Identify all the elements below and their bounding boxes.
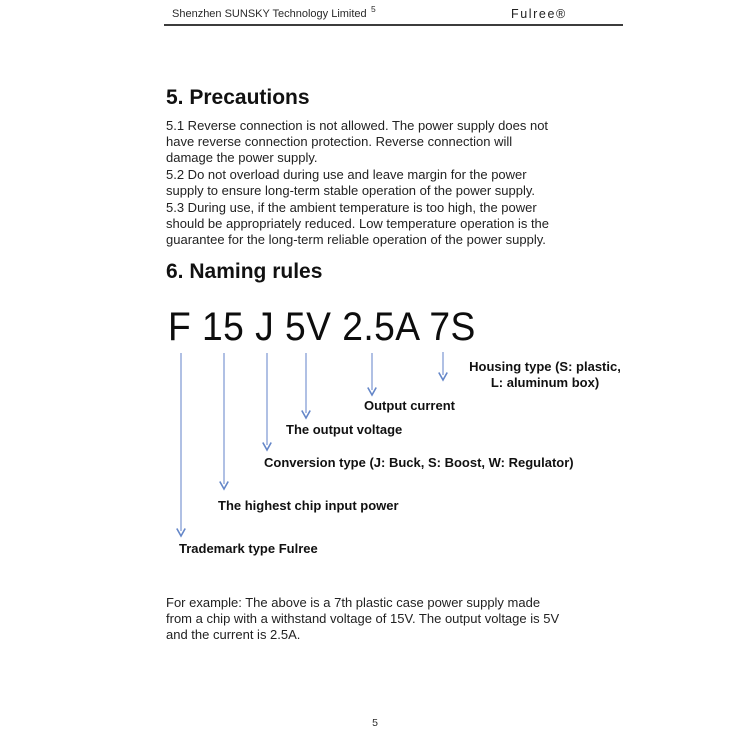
header-brand-name: Fulree® <box>511 7 567 21</box>
header-divider <box>164 24 623 26</box>
header-page-superscript: 5 <box>371 4 376 14</box>
arrow-down-voltage-icon <box>300 353 312 420</box>
arrow-down-trademark-icon <box>175 353 187 538</box>
precaution-paragraph-5-1: 5.1 Reverse connection is not allowed. The power supply does not have reverse connection protection. Reverse connection will damage the power supply. <box>166 118 549 165</box>
arrow-down-current-icon <box>366 353 378 397</box>
label-output-current: Output current <box>364 398 455 413</box>
label-housing-type: Housing type (S: plastic, L: aluminum box) <box>469 359 621 390</box>
precaution-paragraph-5-3: 5.3 During use, if the ambient temperature is too high, the power should be appropriately reduced. Low temperature operation is the guarantee for the long-term reliable operation of the power supply. <box>166 200 550 247</box>
precaution-paragraph-5-2: 5.2 Do not overload during use and leave margin for the power supply to ensure long-term stable operation of the power supply. <box>166 167 536 198</box>
arrow-down-housing-icon <box>437 352 449 382</box>
model-code-text: F 15 J 5V 2.5A 7S <box>168 305 476 349</box>
arrow-down-conversion-icon <box>261 353 273 452</box>
example-paragraph: For example: The above is a 7th plastic case power supply made from a chip with a withstand voltage of 15V. The output voltage is 5V and the current is 2.5A. <box>166 595 560 642</box>
label-output-voltage: The output voltage <box>286 422 403 437</box>
label-conversion-type: Conversion type (J: Buck, S: Boost, W: Regulator) <box>264 455 574 470</box>
precautions-heading: 5. Precautions <box>166 86 310 109</box>
label-chip-input-power: The highest chip input power <box>218 498 399 513</box>
label-trademark-type: Trademark type Fulree <box>179 541 318 556</box>
footer-page-number: 5 <box>372 717 378 729</box>
naming-rules-heading: 6. Naming rules <box>166 260 323 283</box>
header-company-name: Shenzhen SUNSKY Technology Limited <box>172 8 367 20</box>
arrow-down-power-icon <box>218 353 230 491</box>
